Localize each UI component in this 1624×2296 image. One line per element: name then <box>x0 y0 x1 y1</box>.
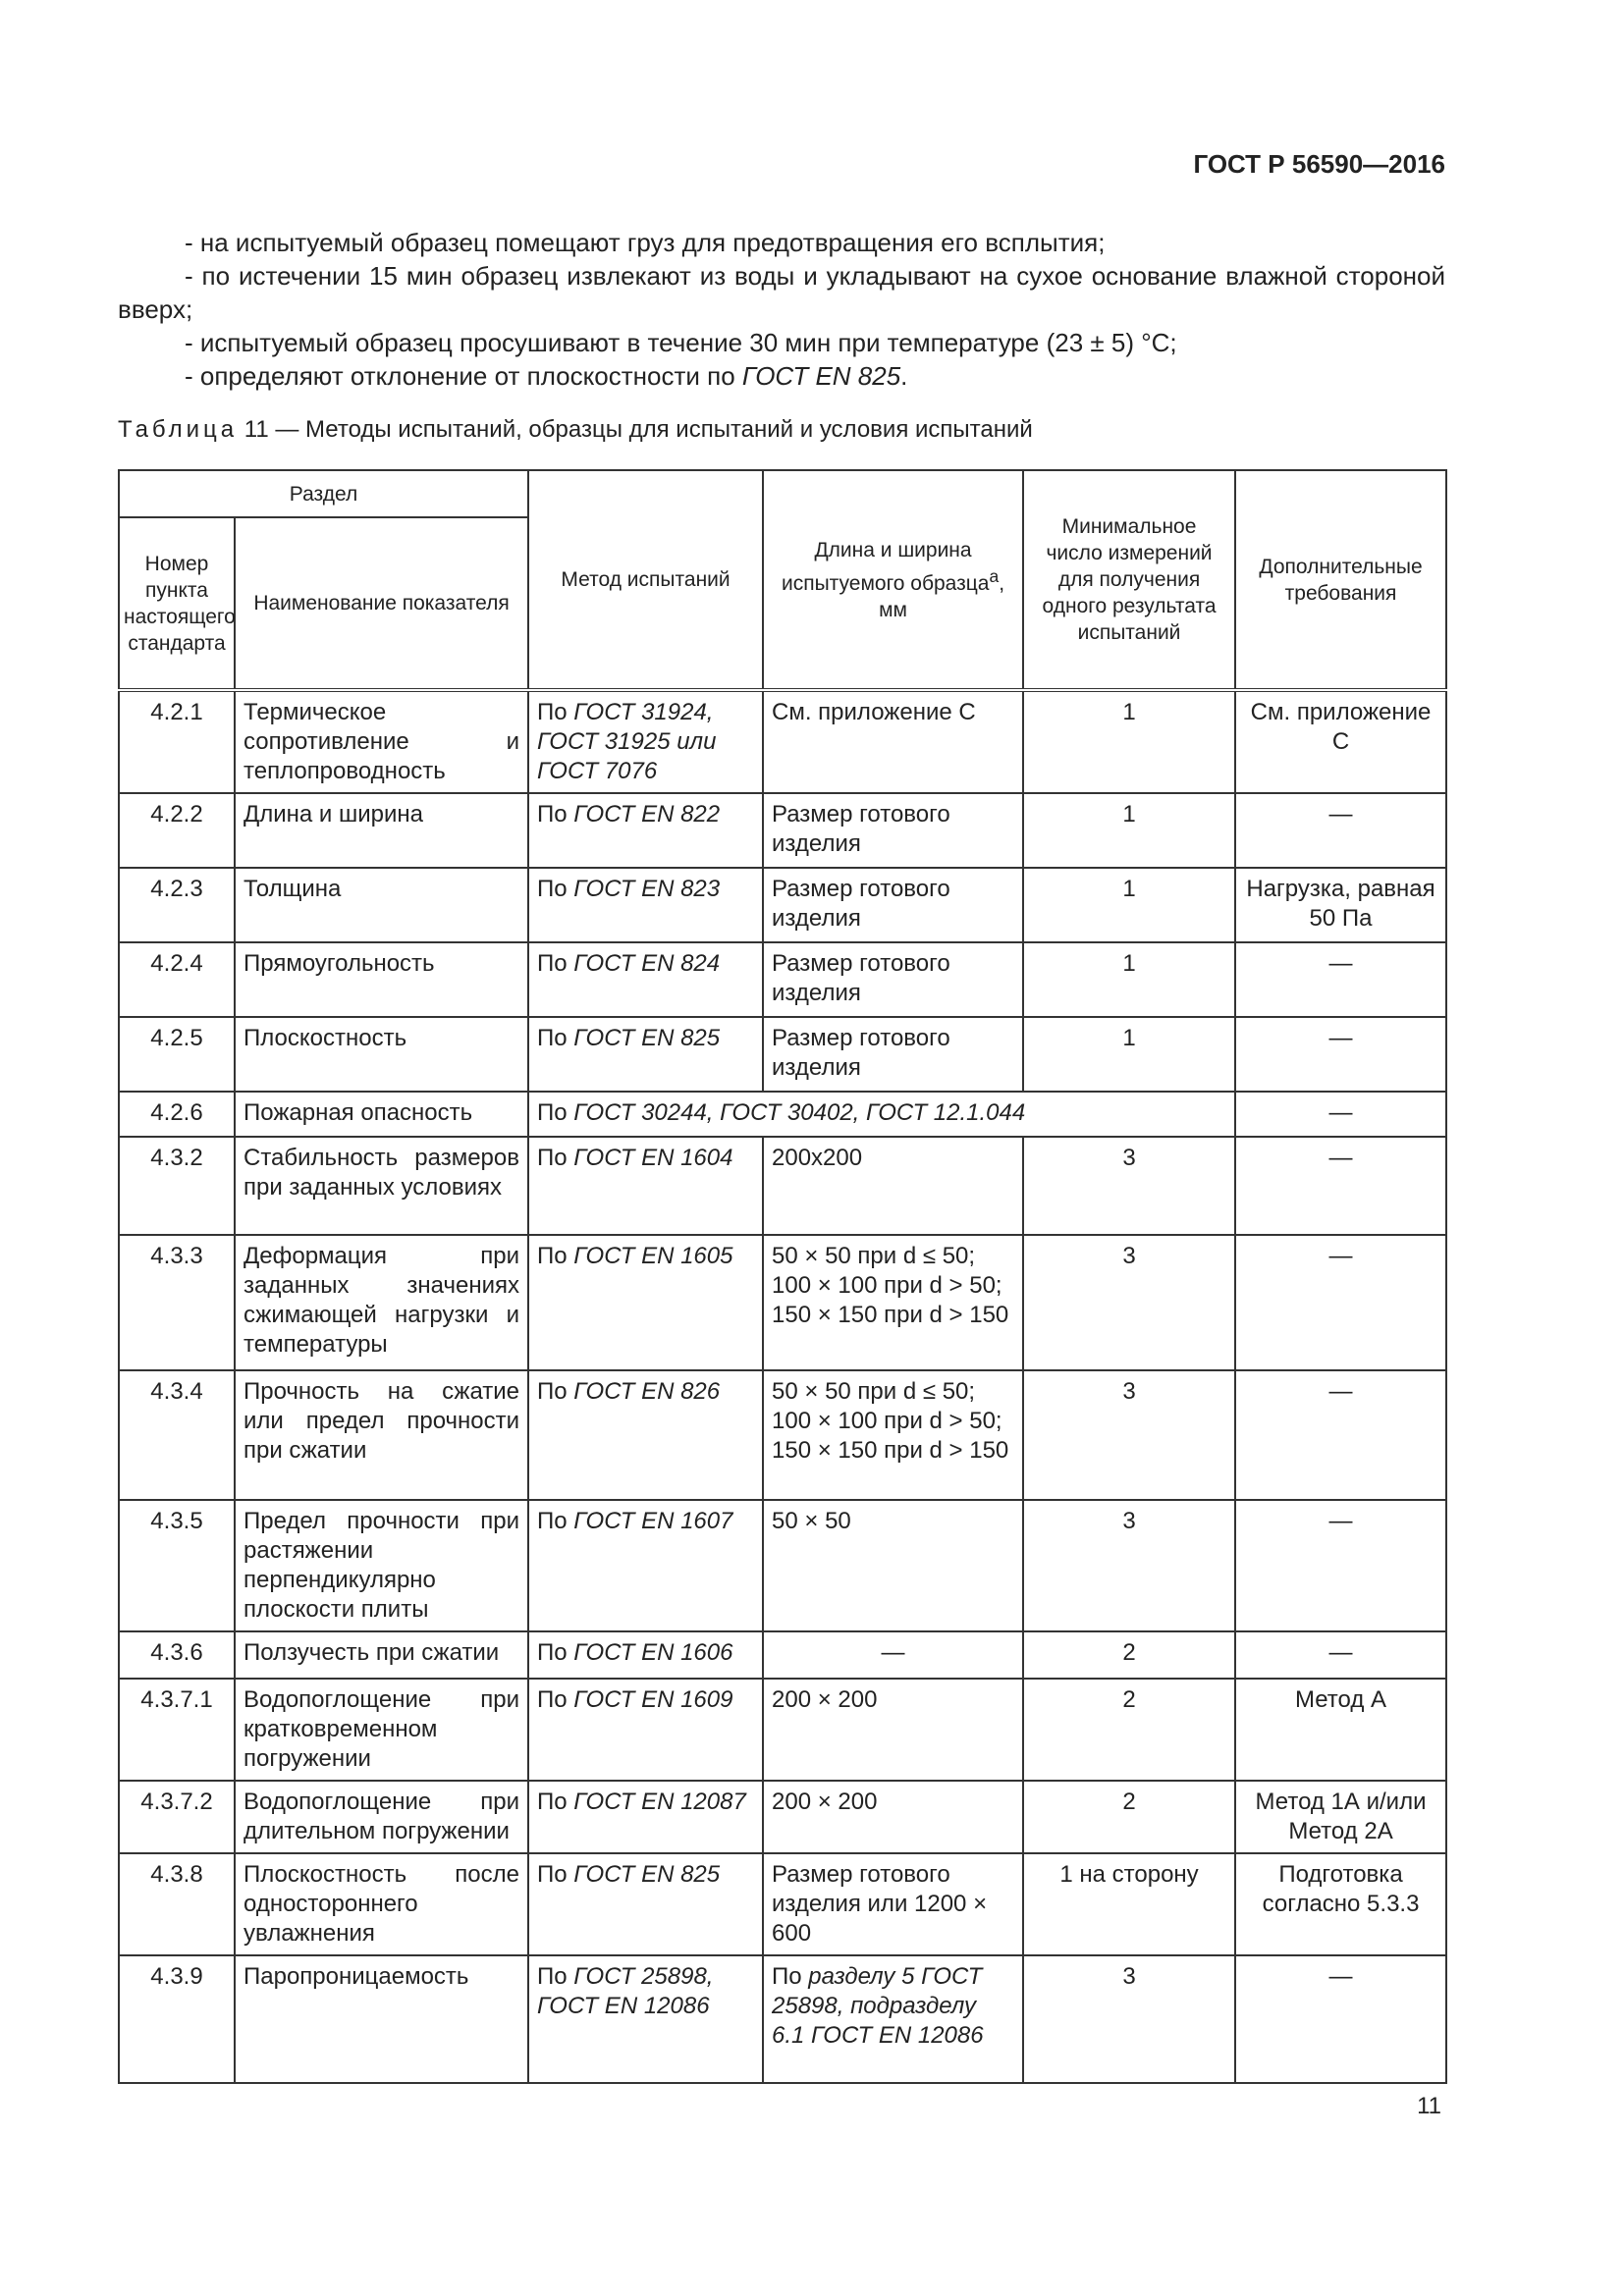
method-standard: ГОСТ 25898, ГОСТ EN 12086 <box>537 1963 714 2019</box>
table-row <box>119 1631 1446 1679</box>
cell-number: 4.3.5 <box>119 1500 235 1631</box>
cell-method <box>528 793 763 868</box>
method-standard: ГОСТ EN 1605 <box>573 1243 733 1269</box>
header-size-sup: а <box>989 565 1000 586</box>
size-value: 200x200 <box>772 1145 863 1171</box>
cell-min-count: 1 <box>1023 690 1235 793</box>
method-standard: ГОСТ EN 826 <box>573 1378 721 1405</box>
cell-extra: См. приложение С <box>1235 690 1446 793</box>
cell-extra: — <box>1235 942 1446 1017</box>
cell-name: Термическое сопротивление и теплопроводность <box>235 690 528 793</box>
size-value: Размер готового изделия или 1200 × 600 <box>772 1861 988 1947</box>
cell-size <box>763 793 1023 868</box>
test-methods-table <box>118 469 1447 2084</box>
cell-name: Пожарная опасность <box>235 1092 528 1137</box>
table-row <box>119 1092 1446 1137</box>
cell-min-count: 2 <box>1023 1631 1235 1679</box>
cell-min-count: 3 <box>1023 1370 1235 1500</box>
cell-number: 4.3.3 <box>119 1235 235 1370</box>
paragraph-4-text: - определяют отклонение от плоскостности по <box>185 361 742 391</box>
size-value: Размер готового изделия <box>772 876 950 932</box>
cell-size <box>763 690 1023 793</box>
cell-min-count: 2 <box>1023 1781 1235 1853</box>
header-extra: Дополнительные требования <box>1235 470 1446 690</box>
cell-number: 4.3.9 <box>119 1955 235 2083</box>
page-number: 11 <box>1417 2093 1441 2119</box>
cell-extra: — <box>1235 793 1446 868</box>
paragraph-4 <box>118 359 1445 393</box>
header-min-count: Минимальное число измерений для получения одного результата испытаний <box>1023 470 1235 690</box>
cell-size <box>763 1500 1023 1631</box>
table-row <box>119 690 1446 793</box>
cell-number: 4.3.7.2 <box>119 1781 235 1853</box>
cell-name: Плоскостность после одностороннего увлажнения <box>235 1853 528 1955</box>
table-row <box>119 1853 1446 1955</box>
cell-extra: — <box>1235 1017 1446 1092</box>
cell-extra: — <box>1235 1631 1446 1679</box>
cell-number: 4.3.7.1 <box>119 1679 235 1781</box>
header-number: Номер пункта настоящего стандарта <box>119 517 235 690</box>
cell-extra: — <box>1235 1092 1446 1137</box>
cell-name: Прочность на сжатие или предел прочности при сжатии <box>235 1370 528 1500</box>
method-standard: ГОСТ EN 823 <box>573 876 721 902</box>
cell-number: 4.2.5 <box>119 1017 235 1092</box>
method-prefix: По <box>537 1099 574 1126</box>
table-row <box>119 868 1446 942</box>
size-value: 200 × 200 <box>772 1686 878 1713</box>
table-caption-text: 11 — Методы испытаний, образцы для испытаний и условия испытаний <box>238 416 1033 443</box>
method-prefix: По <box>537 1789 574 1815</box>
cell-number: 4.2.1 <box>119 690 235 793</box>
cell-name: Толщина <box>235 868 528 942</box>
cell-method <box>528 942 763 1017</box>
size-value: 50 × 50 при d ≤ 50; 100 × 100 при d > 50; 150 × 150 при d > 150 <box>772 1243 1009 1328</box>
cell-method <box>528 690 763 793</box>
method-standard: ГОСТ EN 12087 <box>573 1789 746 1815</box>
cell-extra: Метод 1А и/или Метод 2А <box>1235 1781 1446 1853</box>
cell-min-count: 3 <box>1023 1137 1235 1235</box>
cell-size <box>763 1370 1023 1500</box>
method-standard: ГОСТ EN 824 <box>573 950 721 977</box>
method-prefix: По <box>537 801 574 828</box>
header-size <box>763 470 1023 690</box>
cell-extra: — <box>1235 1370 1446 1500</box>
cell-min-count: 3 <box>1023 1235 1235 1370</box>
size-value: Размер готового изделия <box>772 801 950 857</box>
cell-min-count: 1 <box>1023 868 1235 942</box>
text-block <box>118 226 1445 393</box>
cell-min-count: 1 <box>1023 942 1235 1017</box>
table-row <box>119 1955 1446 2083</box>
cell-method <box>528 868 763 942</box>
size-value: разделу 5 ГОСТ 25898, подразделу 6.1 ГОСТ EN 12086 <box>772 1963 984 2049</box>
cell-number: 4.2.3 <box>119 868 235 942</box>
table-row <box>119 1679 1446 1781</box>
method-prefix: По <box>537 1243 574 1269</box>
method-standard: ГОСТ EN 1606 <box>573 1639 733 1666</box>
cell-size <box>763 1631 1023 1679</box>
method-prefix: По <box>537 1686 574 1713</box>
cell-method <box>528 1955 763 2083</box>
method-standard: ГОСТ EN 825 <box>573 1025 721 1051</box>
cell-number: 4.3.4 <box>119 1370 235 1500</box>
paragraph-3: - испытуемый образец просушивают в течение 30 мин при температуре (23 ± 5) °С; <box>185 328 1177 357</box>
size-value: 200 × 200 <box>772 1789 878 1815</box>
table-row <box>119 942 1446 1017</box>
cell-extra: — <box>1235 1137 1446 1235</box>
cell-number: 4.3.2 <box>119 1137 235 1235</box>
header-name: Наименование показателя <box>235 517 528 690</box>
table-row <box>119 1500 1446 1631</box>
cell-min-count: 1 на сторону <box>1023 1853 1235 1955</box>
method-prefix: По <box>537 1025 574 1051</box>
cell-method <box>528 1500 763 1631</box>
cell-name: Длина и ширина <box>235 793 528 868</box>
method-standard: ГОСТ EN 825 <box>573 1861 721 1888</box>
cell-method <box>528 1781 763 1853</box>
method-prefix: По <box>537 1963 574 1990</box>
cell-extra: Нагрузка, равная 50 Па <box>1235 868 1446 942</box>
cell-min-count: 1 <box>1023 793 1235 868</box>
cell-number: 4.3.8 <box>119 1853 235 1955</box>
size-prefix: По <box>772 1963 809 1990</box>
cell-extra: — <box>1235 1500 1446 1631</box>
cell-size <box>763 1679 1023 1781</box>
cell-method <box>528 1370 763 1500</box>
cell-name: Прямоугольность <box>235 942 528 1017</box>
cell-number: 4.3.6 <box>119 1631 235 1679</box>
size-value: Размер готового изделия <box>772 1025 950 1081</box>
method-standard: ГОСТ EN 1607 <box>573 1508 733 1534</box>
paragraph-4-end: . <box>900 361 908 391</box>
cell-min-count: 3 <box>1023 1500 1235 1631</box>
table-row <box>119 1370 1446 1500</box>
cell-size <box>763 1781 1023 1853</box>
cell-name: Стабильность размеров при заданных условиях <box>235 1137 528 1235</box>
paragraph-2: - по истечении 15 мин образец извлекают из воды и укладывают на сухое основание влажной стороной вверх; <box>118 261 1445 324</box>
method-standard: ГОСТ 30244, ГОСТ 30402, ГОСТ 12.1.044 <box>573 1099 1026 1126</box>
method-prefix: По <box>537 876 574 902</box>
cell-name: Предел прочности при растяжении перпендикулярно плоскости плиты <box>235 1500 528 1631</box>
cell-min-count: 3 <box>1023 1955 1235 2083</box>
size-value: Размер готового изделия <box>772 950 950 1006</box>
cell-method <box>528 1631 763 1679</box>
cell-name: Деформация при заданных значениях сжимающей нагрузки и температуры <box>235 1235 528 1370</box>
method-standard: ГОСТ EN 822 <box>573 801 721 828</box>
size-value: 50 × 50 при d ≤ 50; 100 × 100 при d > 50; 150 × 150 при d > 150 <box>772 1378 1009 1464</box>
cell-number: 4.2.6 <box>119 1092 235 1137</box>
cell-name: Ползучесть при сжатии <box>235 1631 528 1679</box>
table-caption-prefix: Таблица <box>118 416 239 443</box>
cell-extra: — <box>1235 1955 1446 2083</box>
cell-size <box>763 1235 1023 1370</box>
cell-number: 4.2.4 <box>119 942 235 1017</box>
cell-method <box>528 1137 763 1235</box>
table-caption <box>118 416 1033 444</box>
method-standard: ГОСТ EN 1604 <box>573 1145 733 1171</box>
header-size-unit: , мм <box>879 571 1005 621</box>
table-row <box>119 1781 1446 1853</box>
cell-size <box>763 942 1023 1017</box>
cell-name: Плоскостность <box>235 1017 528 1092</box>
size-value: 50 × 50 <box>772 1508 851 1534</box>
cell-method <box>528 1679 763 1781</box>
table-row <box>119 1137 1446 1235</box>
cell-size <box>763 1017 1023 1092</box>
method-prefix: По <box>537 1145 574 1171</box>
paragraph-4-ref: ГОСТ EN 825 <box>741 361 901 391</box>
cell-name: Водопоглощение при длительном погружении <box>235 1781 528 1853</box>
size-value: См. приложение С <box>772 699 976 725</box>
method-prefix: По <box>537 950 574 977</box>
cell-name: Паропроницаемость <box>235 1955 528 2083</box>
cell-method <box>528 1092 1235 1137</box>
header-size-text: Длина и ширина испытуемого образца <box>781 538 990 595</box>
header-section: Раздел <box>119 470 528 517</box>
cell-method <box>528 1235 763 1370</box>
method-prefix: По <box>537 1861 574 1888</box>
cell-min-count: 2 <box>1023 1679 1235 1781</box>
cell-min-count: 1 <box>1023 1017 1235 1092</box>
cell-extra: Метод А <box>1235 1679 1446 1781</box>
cell-size <box>763 1955 1023 2083</box>
cell-size <box>763 1853 1023 1955</box>
cell-method <box>528 1853 763 1955</box>
cell-extra: — <box>1235 1235 1446 1370</box>
method-prefix: По <box>537 699 574 725</box>
table-body <box>119 690 1446 2083</box>
cell-size <box>763 868 1023 942</box>
paragraph-1: - на испытуемый образец помещают груз для предотвращения его всплытия; <box>185 228 1106 257</box>
cell-method <box>528 1017 763 1092</box>
table-row <box>119 793 1446 868</box>
method-prefix: По <box>537 1378 574 1405</box>
document-header: ГОСТ Р 56590—2016 <box>1193 149 1445 179</box>
cell-name: Водопоглощение при кратковременном погружении <box>235 1679 528 1781</box>
size-value: — <box>881 1639 905 1666</box>
method-prefix: По <box>537 1639 574 1666</box>
cell-size <box>763 1137 1023 1235</box>
header-method: Метод испытаний <box>528 470 763 690</box>
table-row <box>119 1017 1446 1092</box>
table-row <box>119 1235 1446 1370</box>
cell-extra: Подготовка согласно 5.3.3 <box>1235 1853 1446 1955</box>
cell-number: 4.2.2 <box>119 793 235 868</box>
method-standard: ГОСТ 31924, ГОСТ 31925 или ГОСТ 7076 <box>537 699 717 784</box>
method-standard: ГОСТ EN 1609 <box>573 1686 733 1713</box>
method-prefix: По <box>537 1508 574 1534</box>
